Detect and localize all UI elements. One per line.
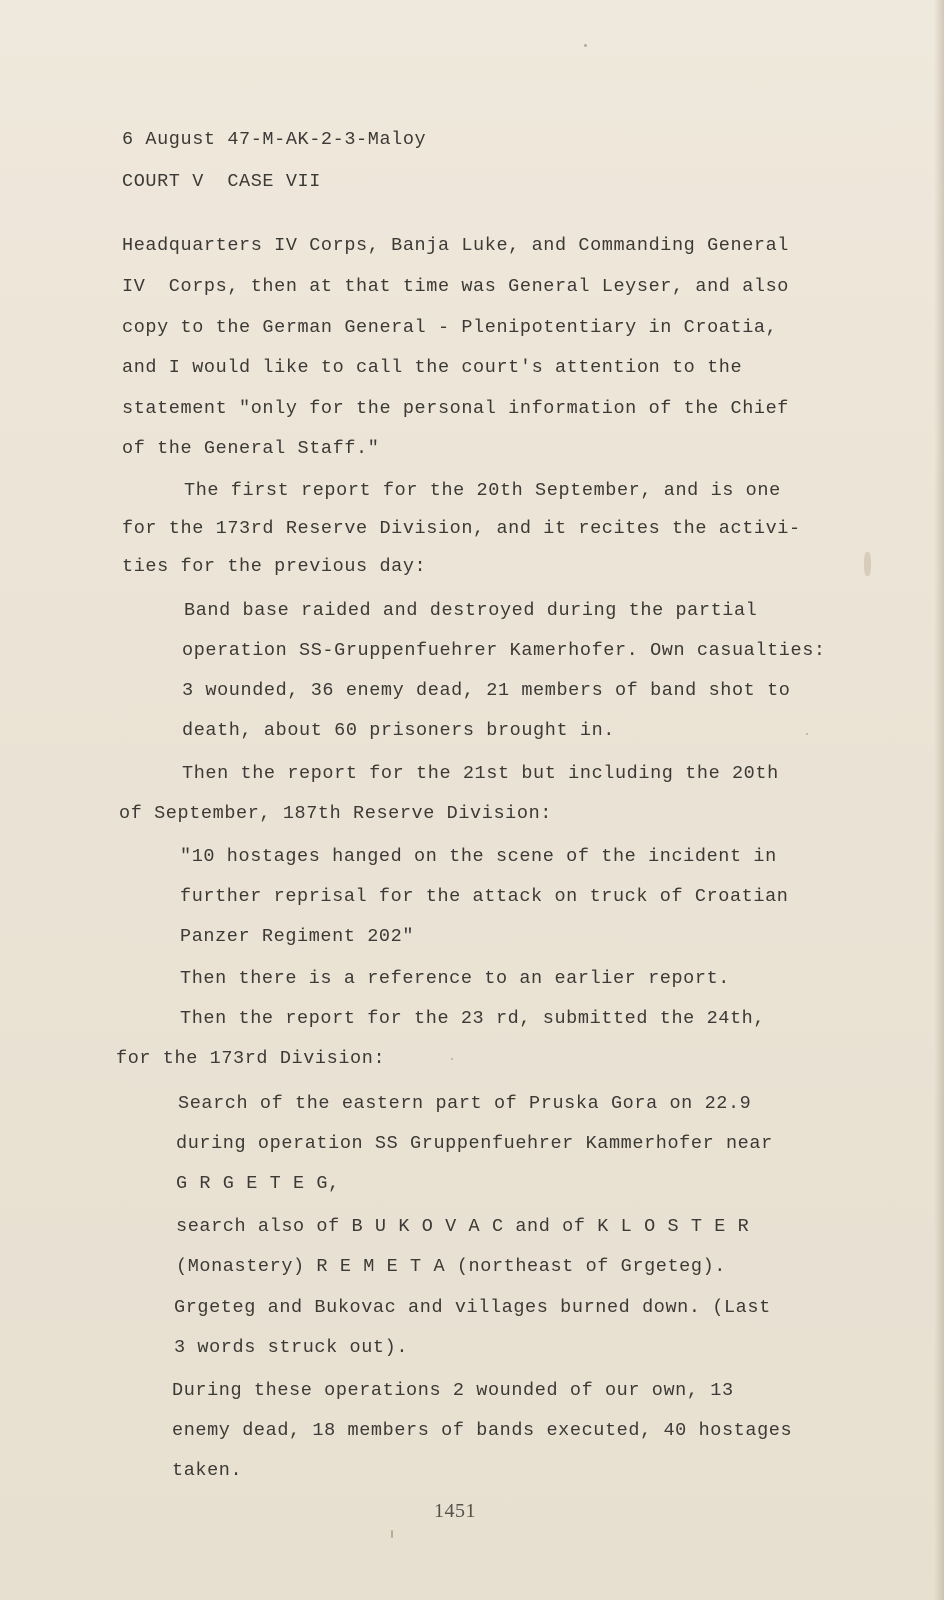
text-line: ties for the previous day: (122, 556, 427, 577)
quote-line: further reprisal for the attack on truck of Croatian (180, 886, 789, 907)
quote-line: search also of B U K O V A C and of K L O S T E R (176, 1216, 750, 1237)
text-line: Then the report for the 21st but including the 20th (182, 763, 779, 784)
quote-line: Search of the eastern part of Pruska Gora on 22.9 (178, 1093, 752, 1114)
quote-line: (Monastery) R E M E T A (northeast of Grgeteg). (176, 1256, 726, 1277)
quote-line: taken. (172, 1460, 243, 1481)
paper-speck (864, 552, 871, 576)
quote-line: "10 hostages hanged on the scene of the incident in (180, 846, 777, 867)
quote-line: enemy dead, 18 members of bands executed, 40 hostages (172, 1420, 793, 1441)
quote-line: during operation SS Gruppenfuehrer Kammerhofer near (176, 1133, 773, 1154)
text-line: Then the report for the 23 rd, submitted the 24th, (180, 1008, 766, 1029)
quote-line: During these operations 2 wounded of our own, 13 (172, 1380, 734, 1401)
quote-line: operation SS-Gruppenfuehrer Kamerhofer. Own casualties: (182, 640, 826, 661)
quote-line: 3 words struck out). (174, 1337, 409, 1358)
text-line: statement "only for the personal information of the Chief (122, 398, 790, 419)
text-line: Then there is a reference to an earlier report. (180, 968, 730, 989)
quote-line: 3 wounded, 36 enemy dead, 21 members of band shot to (182, 680, 791, 701)
text-line: copy to the German General - Plenipotentiary in Croatia, (122, 317, 778, 338)
paper-speck (584, 44, 587, 47)
text-line: and I would like to call the court's attention to the (122, 357, 743, 378)
paper-speck (391, 1530, 393, 1538)
page-number: 1451 (434, 1500, 476, 1522)
quote-line: Band base raided and destroyed during the partial (184, 600, 758, 621)
text-line: of the General Staff." (122, 438, 380, 459)
quote-line: death, about 60 prisoners brought in. (182, 720, 615, 741)
quote-line: G R G E T E G, (176, 1173, 340, 1194)
text-line: Headquarters IV Corps, Banja Luke, and Commanding General (122, 235, 790, 256)
dateline: 6 August 47-M-AK-2-3-Maloy (122, 129, 427, 150)
text-line: IV Corps, then at that time was General Leyser, and also (122, 276, 790, 297)
quote-line: Panzer Regiment 202" (180, 926, 415, 947)
page-edge-shadow (934, 0, 944, 1600)
text-line: for the 173rd Reserve Division, and it recites the activi- (122, 518, 801, 539)
paper-speck (451, 1058, 453, 1060)
court-case-heading: COURT V CASE VII (122, 171, 321, 192)
text-line: for the 173rd Division: (116, 1048, 386, 1069)
text-line: of September, 187th Reserve Division: (119, 803, 552, 824)
quote-line: Grgeteg and Bukovac and villages burned down. (Last (174, 1297, 771, 1318)
paper-speck (806, 733, 808, 735)
text-line: The first report for the 20th September, and is one (184, 480, 781, 501)
